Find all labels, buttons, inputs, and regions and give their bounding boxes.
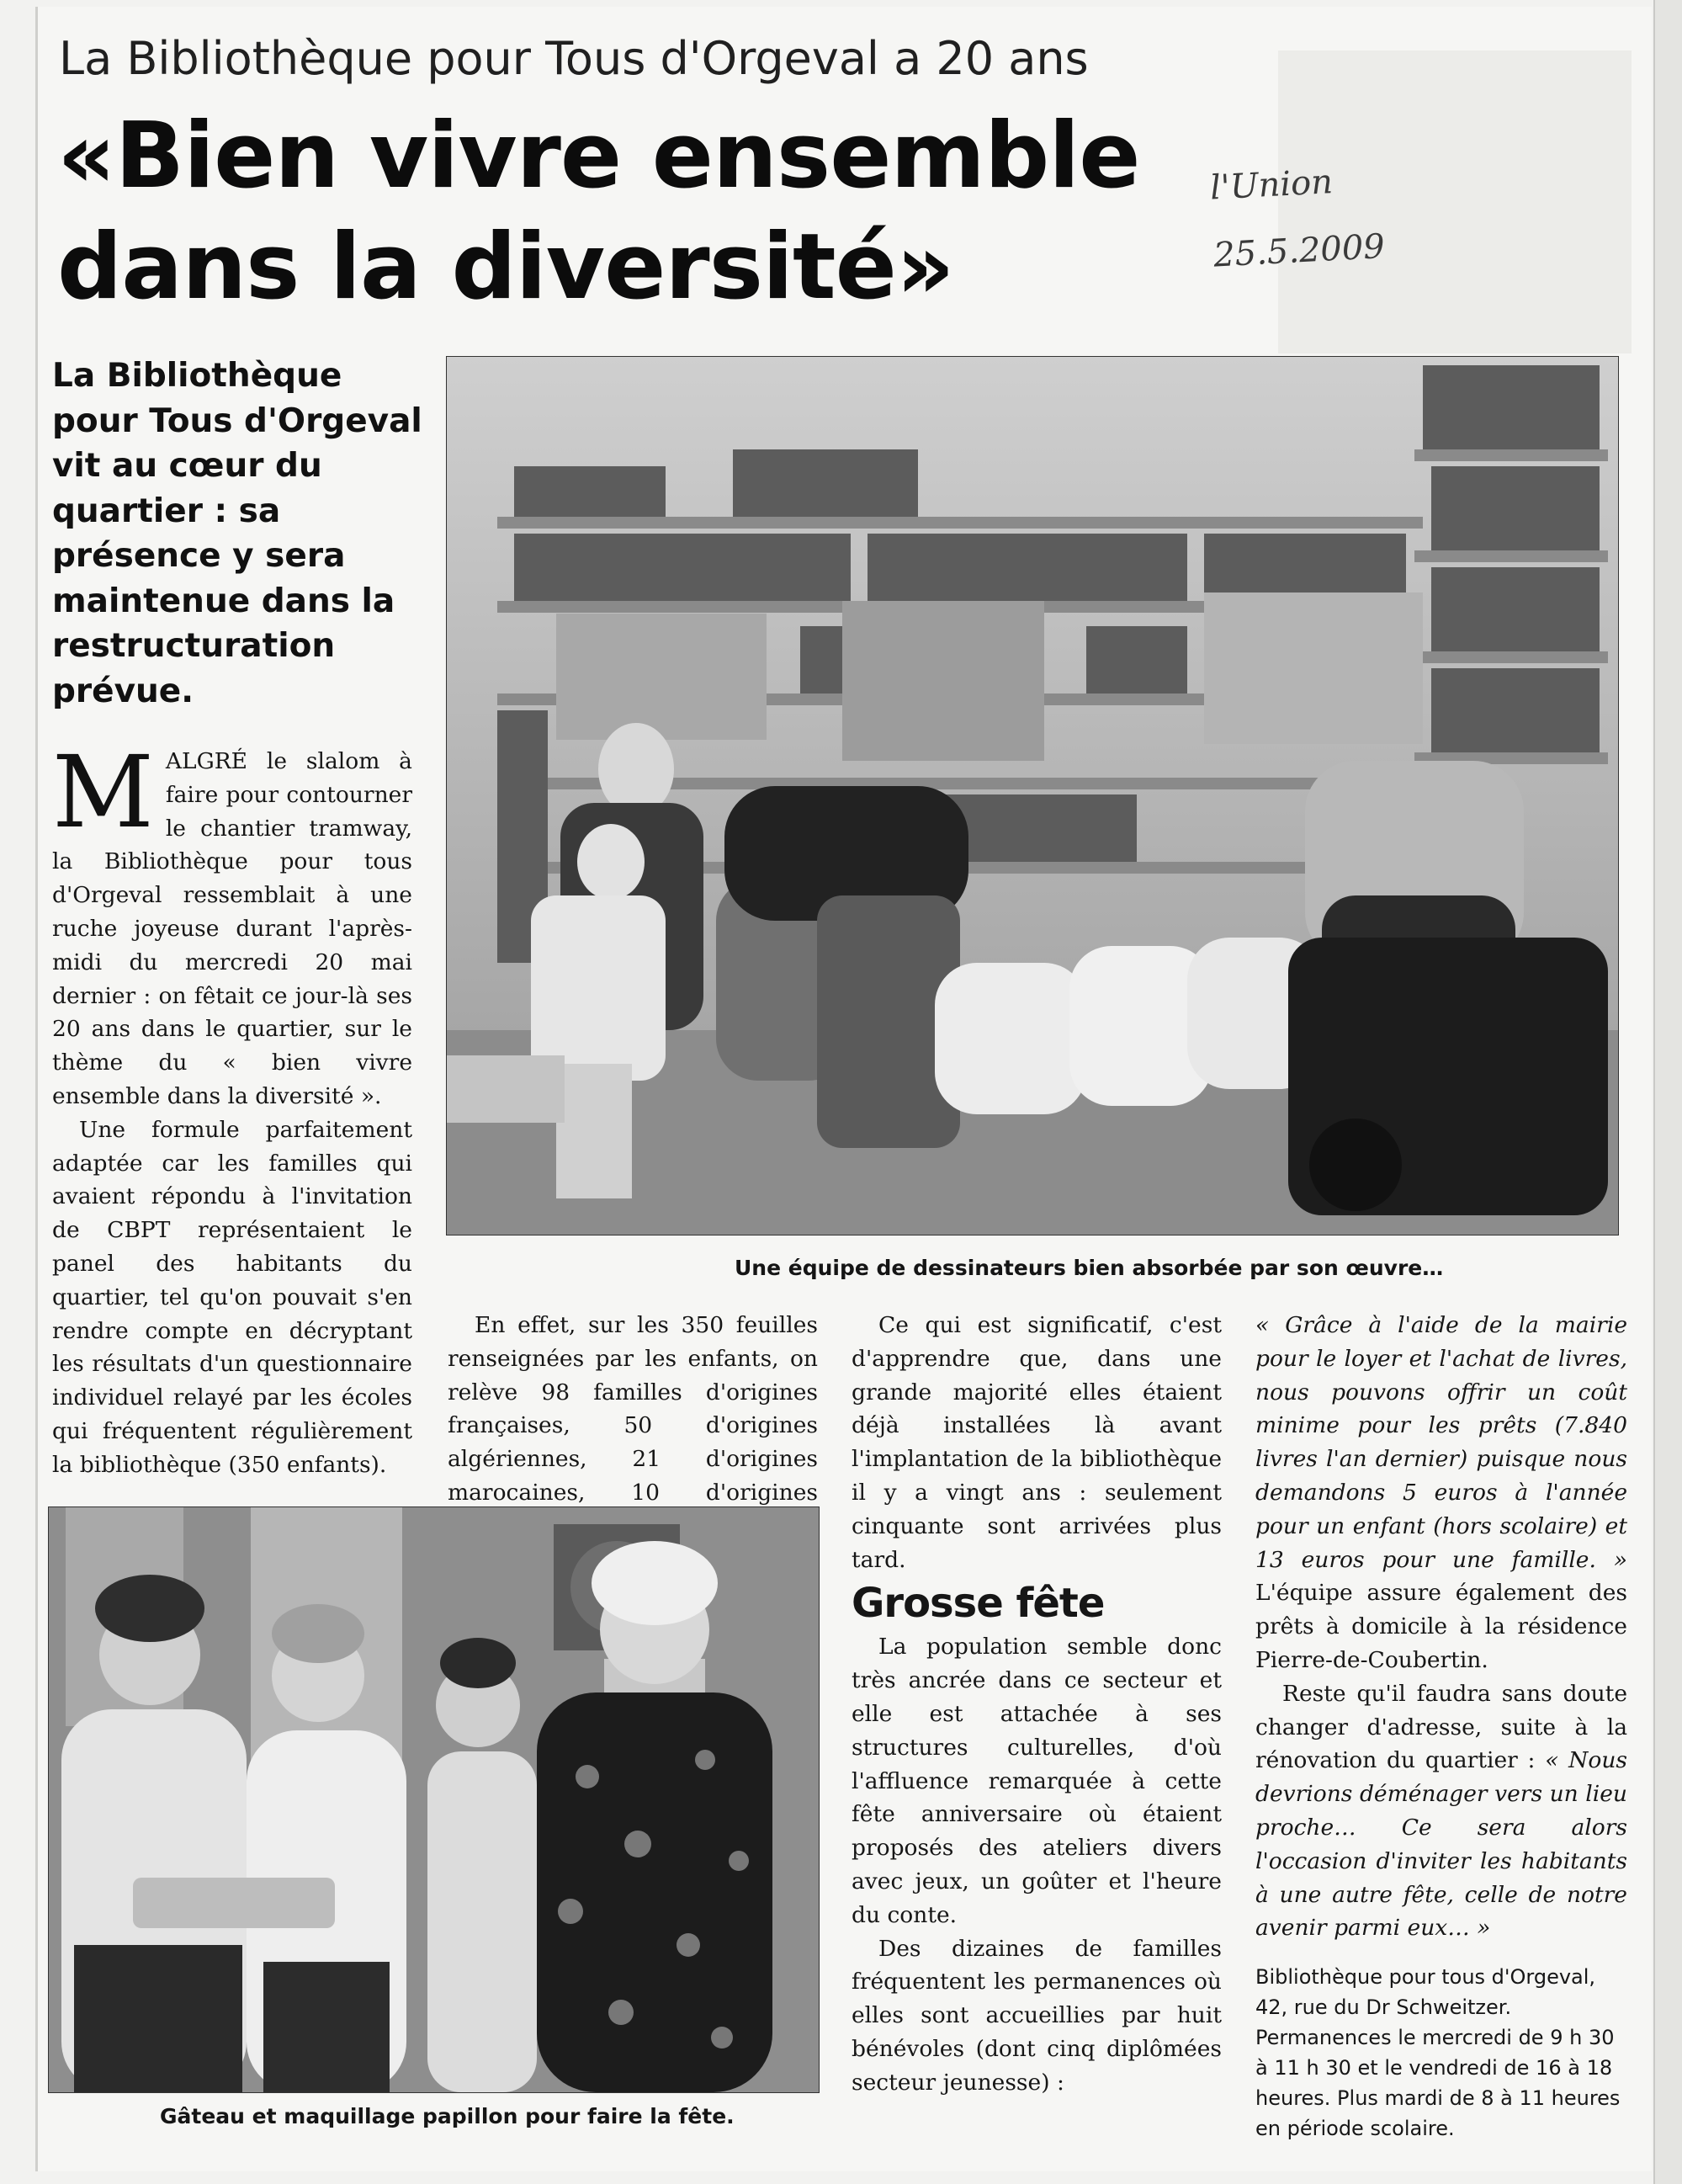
paragraph-8 [1255, 1677, 1627, 1945]
subheading: Grosse fête [852, 1580, 1105, 1628]
drop-cap: M [52, 734, 154, 850]
text-column-1 [52, 734, 412, 1482]
paragraph-1 [52, 734, 412, 1113]
paragraph-8-quote: « Nous devrions déménager vers un lieu proche… Ce sera alors l'occasion d'inviter les habitants à une autre fête, celle de notre avenir parmi eux… » [1255, 1747, 1627, 1942]
paragraph-7-quote: « Grâce à l'aide de la mairie pour le loyer et l'achat de livres, nous pouvons offrir un coût minime pour les prêts (7.840 livres l'an dernier) puisque nous demandons 5 euros à l'année pour un enfant (hors scolaire) et 13 euros pour une famille. » [1255, 1312, 1627, 1573]
handwritten-date: 25.5.2009 [1212, 226, 1386, 275]
library-info: Bibliothèque pour tous d'Orgeval, 42, rue du Dr Schweitzer. Permanences le mercredi de 9 h 30 à 11 h 30 et le vendredi de 16 à 18 heures. Plus mardi de 8 à 11 heures en période scolaire. [1255, 1965, 1621, 2141]
text-column-4 [1255, 1309, 1627, 2144]
paragraph-4: Ce qui est significatif, c'est d'apprendre que, dans une grande majorité elles étaient déjà installées là avant l'implantation de la bibliothèque il y a vingt ans : seulement cinquante sont arrivées plus tard. [852, 1312, 1222, 1573]
photo-1-caption: Une équipe de dessinateurs bien absorbée par son œuvre… [735, 1256, 1444, 1280]
paragraph-2: Une formule parfaitement adaptée car les familles qui avaient répondu à l'invitation de CBPT représentaient le panel des habitants du quartier, tel qu'on pouvait s'en rendre compte en décryptant les résultats d'un questionnaire individuel relayé par les écoles qui fréquentent régulièrement la bibliothèque (350 enfants). [52, 1116, 412, 1478]
headline-line-2: dans la diversité» [57, 215, 954, 320]
paragraph-6: Des dizaines de familles fréquentent les permanences où elles sont accueillies par huit bénévoles (dont cinq diplômées secteur jeunesse) : [852, 1935, 1222, 2096]
paragraph-7 [1255, 1309, 1627, 1677]
celebration-photo [48, 1506, 820, 2093]
handwritten-source: l'Union [1208, 162, 1334, 208]
text-column-3 [852, 1309, 1222, 2100]
library-photo [446, 356, 1619, 1235]
photo-2-caption: Gâteau et maquillage papillon pour faire la fête. [160, 2104, 735, 2128]
article-lede: La Bibliothèque pour Tous d'Orgeval vit au cœur du quartier : sa présence y sera maintenue dans la restructuration prévue. [52, 357, 422, 710]
paragraph-5: La population semble donc très ancrée dans ce secteur et elle est attachée à ses structures culturelles, d'où l'affluence remarquée à cette fête anniversaire où étaient proposés des ateliers divers avec jeux, un goûter et l'heure du conte. [852, 1634, 1222, 1928]
paragraph-1-text: ALGRÉ le slalom à faire pour contourner le chantier tramway, la Bibliothèque pour tous d'Orgeval ressemblait à une ruche joyeuse durant l'après-midi du mercredi 20 mai dernier : on fêtait ce jour-là ses 20 ans dans le quartier, sur le thème du « bien vivre ensemble dans la diversité ». [52, 748, 412, 1109]
paragraph-8-text: Reste qu'il faudra sans doute changer d'adresse, suite à la rénovation du quartier : [1255, 1680, 1627, 1774]
handwritten-annotation [1208, 140, 1493, 289]
paragraph-3: En effet, sur les 350 feuilles renseignées par les enfants, on relève 98 familles d'origines françaises, 50 d'origines algériennes, 21 d'origines marocaines, 10 d'origines [448, 1312, 818, 1506]
article-headline [57, 101, 1185, 323]
article-kicker: La Bibliothèque pour Tous d'Orgeval a 20 ans [59, 32, 1089, 85]
headline-line-1: «Bien vivre ensemble [57, 104, 1140, 209]
page-edge [1653, 0, 1682, 2184]
paragraph-7-rest: L'équipe assure également des prêts à domicile à la résidence Pierre-de-Coubertin. [1255, 1580, 1627, 1673]
